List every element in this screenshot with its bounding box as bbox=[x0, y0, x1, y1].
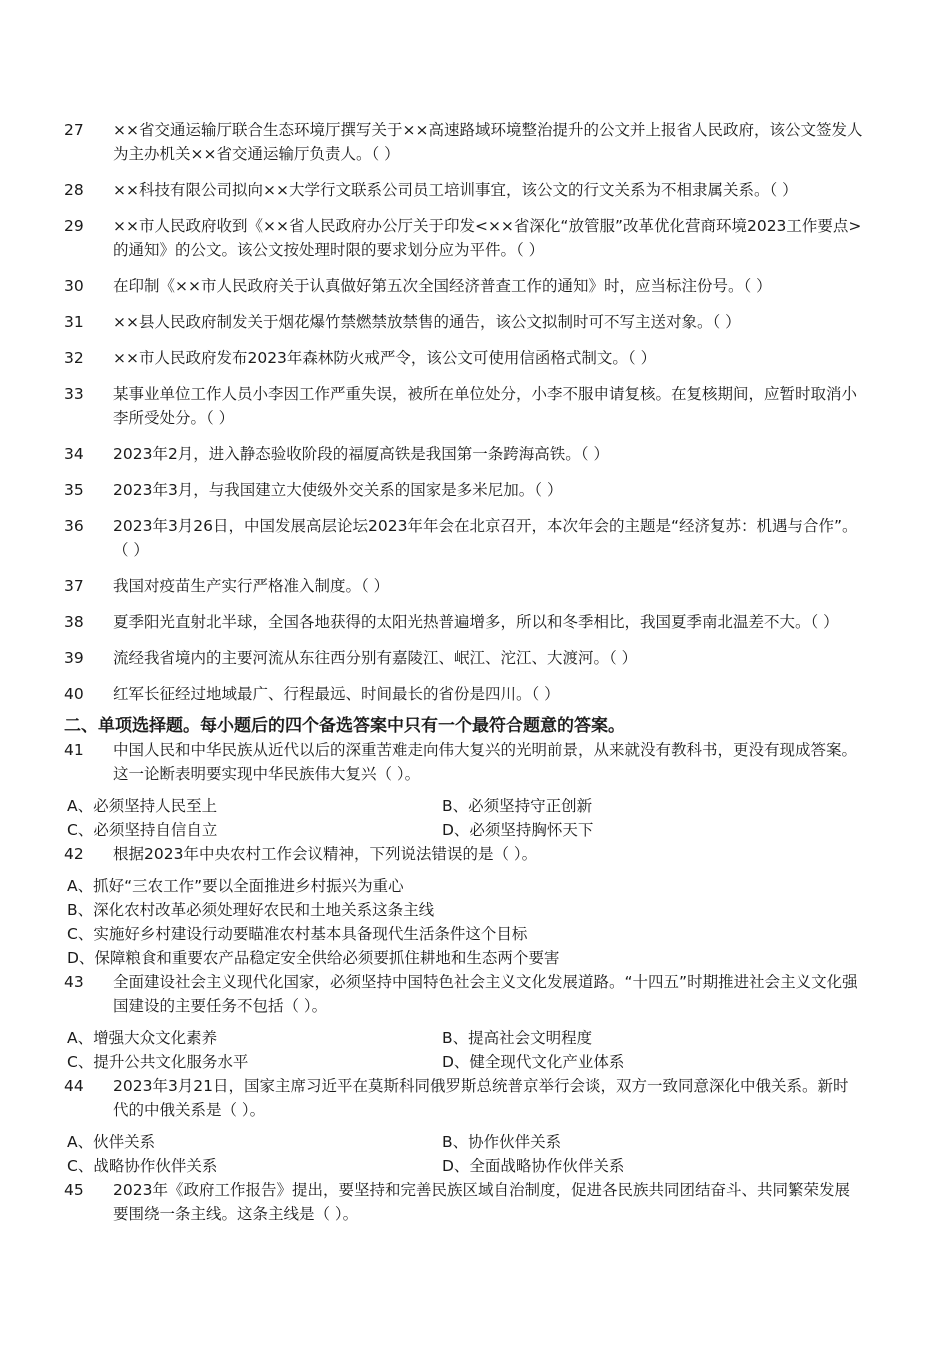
question-40 bbox=[64, 682, 864, 706]
question-number: 29 bbox=[64, 217, 84, 235]
options-43 bbox=[67, 1026, 950, 1074]
options-41 bbox=[67, 794, 950, 842]
question-text: 夏季阳光直射北半球，全国各地获得的太阳光热普遍增多，所以和冬季相比，我国夏季南北温差不大。（ ） bbox=[113, 613, 839, 631]
option-d[interactable]: D、保障粮食和重要农产品稳定安全供给必须要抓住耕地和生态两个要害 bbox=[67, 949, 560, 967]
question-30 bbox=[64, 274, 864, 298]
option-a[interactable]: A、抓好“三农工作”要以全面推进乡村振兴为重心 bbox=[67, 877, 404, 895]
question-number: 40 bbox=[64, 685, 84, 703]
question-37 bbox=[64, 574, 864, 598]
option-a[interactable]: A、增强大众文化素养 bbox=[67, 1029, 218, 1047]
question-text: 红军长征经过地域最广、行程最远、时间最长的省份是四川。（ ） bbox=[113, 685, 560, 703]
question-32 bbox=[64, 346, 864, 370]
option-c[interactable]: C、提升公共文化服务水平 bbox=[67, 1053, 249, 1071]
question-43 bbox=[64, 970, 864, 1018]
option-b[interactable]: B、必须坚持守正创新 bbox=[442, 797, 593, 815]
option-a[interactable]: A、伙伴关系 bbox=[67, 1133, 156, 1151]
question-42 bbox=[64, 842, 864, 866]
options-42 bbox=[67, 874, 950, 970]
question-text: 2023年3月26日，中国发展高层论坛2023年年会在北京召开，本次年会的主题是“经济复苏：机遇与合作”。（ ） bbox=[113, 517, 858, 559]
question-number: 38 bbox=[64, 613, 84, 631]
section-title: 二、单项选择题。每小题后的四个备选答案中只有一个最符合题意的答案。 bbox=[64, 716, 625, 736]
true-false-list bbox=[0, 118, 950, 706]
question-number: 31 bbox=[64, 313, 84, 331]
question-41 bbox=[64, 738, 864, 786]
question-35 bbox=[64, 478, 864, 502]
question-number: 43 bbox=[64, 973, 84, 991]
document-page bbox=[0, 118, 950, 1226]
question-text: 在印制《××市人民政府关于认真做好第五次全国经济普查工作的通知》时，应当标注份号。（ ） bbox=[113, 277, 772, 295]
question-number: 30 bbox=[64, 277, 84, 295]
question-27 bbox=[64, 118, 864, 166]
question-text: 2023年3月21日，国家主席习近平在莫斯科同俄罗斯总统普京举行会谈，双方一致同意深化中俄关系。新时代的中俄关系是（ ）。 bbox=[113, 1077, 849, 1119]
question-number: 45 bbox=[64, 1181, 84, 1199]
question-number: 37 bbox=[64, 577, 84, 595]
question-text: 全面建设社会主义现代化国家，必须坚持中国特色社会主义文化发展道路。“十四五”时期推进社会主义文化强国建设的主要任务不包括（ ）。 bbox=[113, 973, 858, 1015]
question-number: 42 bbox=[64, 845, 84, 863]
option-b[interactable]: B、协作伙伴关系 bbox=[442, 1133, 562, 1151]
question-number: 44 bbox=[64, 1077, 84, 1095]
option-c[interactable]: C、实施好乡村建设行动要瞄准农村基本具备现代生活条件这个目标 bbox=[67, 925, 528, 943]
question-33 bbox=[64, 382, 864, 430]
question-38 bbox=[64, 610, 864, 634]
question-36 bbox=[64, 514, 864, 562]
question-number: 34 bbox=[64, 445, 84, 463]
question-44 bbox=[64, 1074, 864, 1122]
option-b[interactable]: B、深化农村改革必须处理好农民和土地关系这条主线 bbox=[67, 901, 435, 919]
question-number: 35 bbox=[64, 481, 84, 499]
question-text: 某事业单位工作人员小李因工作严重失误，被所在单位处分，小李不服申请复核。在复核期间，应暂时取消小李所受处分。（ ） bbox=[113, 385, 858, 427]
question-39 bbox=[64, 646, 864, 670]
option-a[interactable]: A、必须坚持人民至上 bbox=[67, 797, 218, 815]
question-text: 流经我省境内的主要河流从东往西分别有嘉陵江、岷江、沱江、大渡河。（ ） bbox=[113, 649, 638, 667]
question-number: 41 bbox=[64, 741, 84, 759]
question-number: 39 bbox=[64, 649, 84, 667]
question-28 bbox=[64, 178, 864, 202]
question-text: 我国对疫苗生产实行严格准入制度。（ ） bbox=[113, 577, 390, 595]
options-44 bbox=[67, 1130, 950, 1178]
question-number: 33 bbox=[64, 385, 84, 403]
question-text: ××县人民政府制发关于烟花爆竹禁燃禁放禁售的通告，该公文拟制时可不写主送对象。（ ） bbox=[113, 313, 741, 331]
question-text: 2023年2月，进入静态验收阶段的福厦高铁是我国第一条跨海高铁。（ ） bbox=[113, 445, 609, 463]
question-text: 根据2023年中央农村工作会议精神，下列说法错误的是（ ）。 bbox=[113, 845, 538, 863]
question-34 bbox=[64, 442, 864, 466]
question-text: ××省交通运输厅联合生态环境厅撰写关于××高速路域环境整治提升的公文并上报省人民政府，该公文签发人为主办机关××省交通运输厅负责人。（ ） bbox=[113, 121, 863, 163]
single-choice-list bbox=[0, 738, 950, 1226]
question-number: 32 bbox=[64, 349, 84, 367]
question-text: ××科技有限公司拟向××大学行文联系公司员工培训事宜，该公文的行文关系为不相隶属关系。（ ） bbox=[113, 181, 798, 199]
option-c[interactable]: C、必须坚持自信自立 bbox=[67, 821, 218, 839]
option-b[interactable]: B、提高社会文明程度 bbox=[442, 1029, 593, 1047]
question-text: 2023年《政府工作报告》提出，要坚持和完善民族区域自治制度，促进各民族共同团结奋斗、共同繁荣发展要围绕一条主线。这条主线是（ ）。 bbox=[113, 1181, 850, 1223]
question-number: 36 bbox=[64, 517, 84, 535]
option-c[interactable]: C、战略协作伙伴关系 bbox=[67, 1157, 218, 1175]
option-d[interactable]: D、全面战略协作伙伴关系 bbox=[442, 1157, 625, 1175]
question-text: 中国人民和中华民族从近代以后的深重苦难走向伟大复兴的光明前景，从来就没有教科书，更没有现成答案。这一论断表明要实现中华民族伟大复兴（ ）。 bbox=[113, 741, 858, 783]
option-d[interactable]: D、健全现代文化产业体系 bbox=[442, 1053, 625, 1071]
question-29 bbox=[64, 214, 864, 262]
question-text: ××市人民政府收到《××省人民政府办公厅关于印发<××省深化“放管服”改革优化营商环境2023工作要点>的通知》的公文。该公文按处理时限的要求划分应为平件。（ ） bbox=[113, 217, 862, 259]
question-number: 28 bbox=[64, 181, 84, 199]
question-text: 2023年3月，与我国建立大使级外交关系的国家是多米尼加。（ ） bbox=[113, 481, 563, 499]
question-45 bbox=[64, 1178, 864, 1226]
question-number: 27 bbox=[64, 121, 84, 139]
option-d[interactable]: D、必须坚持胸怀天下 bbox=[442, 821, 594, 839]
question-31 bbox=[64, 310, 864, 334]
question-text: ××市人民政府发布2023年森林防火戒严令，该公文可使用信函格式制文。（ ） bbox=[113, 349, 657, 367]
